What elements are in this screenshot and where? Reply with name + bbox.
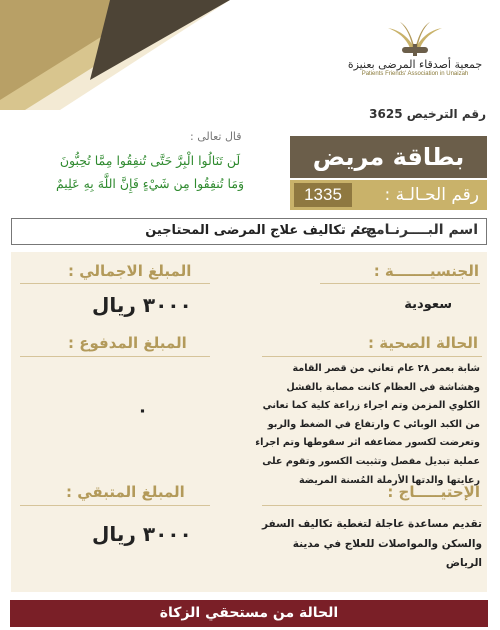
health-status-label: الحالة الصحية : xyxy=(368,334,478,352)
divider xyxy=(20,356,210,357)
org-name-english: Patients Friends' Association in Unaizah xyxy=(361,71,469,77)
case-number-row xyxy=(290,180,487,210)
case-number-value: 1335 xyxy=(294,183,352,207)
quote-intro: قال تعالى : xyxy=(190,130,242,143)
divider xyxy=(320,283,480,284)
need-text: تقديم مساعدة عاجلة لتغطية تكاليف السفر والسكن والمواصلات للعلاج في مدينة الرياض xyxy=(262,518,482,569)
zakat-eligible-banner: الحالة من مستحقي الزكاة xyxy=(10,600,488,627)
need-label: الإحتيـــــاج : xyxy=(387,483,480,501)
total-amount-value: ٣٠٠٠ ريال xyxy=(92,293,192,317)
program-label: اسم البــــرنـامج : xyxy=(355,222,478,238)
verse-line-1: لَن تَنَالُوا الْبِرَّ حَتَّى تُنفِقُوا مِمَّا تُحِبُّونَ xyxy=(59,153,241,168)
org-logo xyxy=(345,20,485,95)
divider xyxy=(262,356,482,357)
handshake-palm-icon xyxy=(380,20,450,58)
program-value: دعم تكاليف علاج المرضى المحتاجين xyxy=(145,223,376,238)
corner-decoration xyxy=(0,0,230,110)
total-amount-label: المبلغ الاجمالي : xyxy=(68,262,192,280)
card-title: بطاقة مريض xyxy=(290,136,487,178)
verse-line-2: وَمَا تُنفِقُوا مِن شَيْءٍ فَإِنَّ اللَّهَ بِهِ عَلِيمٌ xyxy=(55,176,245,191)
org-name-arabic: جمعية أصدقاء المرضى بعنيزة xyxy=(347,58,483,71)
health-status-text: شابة بعمر ٢٨ عام تعاني من قصر القامة وهشاشة في العظام كانت مصابة بالفشل الكلوي المزمن وتم اجراء زراعة كلية كما تعاني من الكبد الوبائي C وارتفاع في الضغط والربو وتعرضت لكسور مضاعفه اثر سقوطها وتم اجراء عملية تبديل مفصل وتثبيت الكسور وتقوم على رعايتها والدتها الأرملة المُسنة المريضة xyxy=(255,363,480,486)
remaining-amount-label: المبلغ المتبقي : xyxy=(66,483,185,501)
nationality-value: سعودية xyxy=(404,297,452,312)
license-number: رقم الترخيص 3625 xyxy=(369,107,486,121)
program-box xyxy=(11,218,487,245)
divider xyxy=(262,505,482,506)
remaining-amount-value: ٣٠٠٠ ريال xyxy=(92,522,192,546)
nationality-label: الجنسيـــــــة : xyxy=(373,262,479,280)
paid-amount-label: المبلغ المدفوع : xyxy=(68,334,187,352)
paid-amount-value: ٠ xyxy=(137,400,148,421)
divider xyxy=(20,505,210,506)
case-number-label: رقم الحـالـة : xyxy=(384,185,479,205)
divider xyxy=(20,283,210,284)
